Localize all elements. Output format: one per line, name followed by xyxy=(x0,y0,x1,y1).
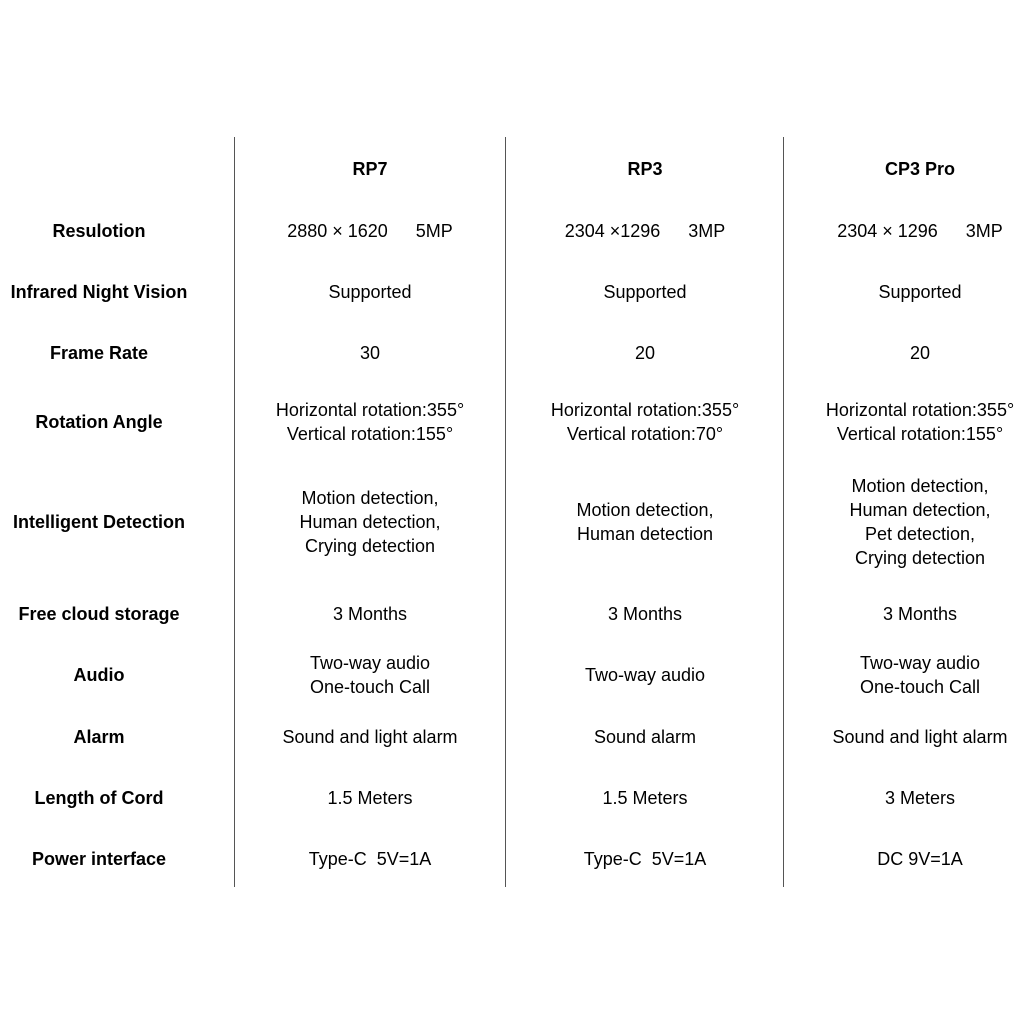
header-cp3-pro: CP3 Pro xyxy=(884,159,956,179)
rotation-vertical: Vertical rotation:70° xyxy=(566,424,724,444)
cord-rp7: 1.5 Meters xyxy=(327,788,413,808)
audio-item: One-touch Call xyxy=(309,677,431,697)
row-label-alarm: Alarm xyxy=(73,727,125,747)
audio-cp3 xyxy=(860,651,980,699)
night-vision-rp3: Supported xyxy=(603,282,687,302)
column-divider xyxy=(783,137,784,887)
detection-item: Crying detection xyxy=(304,536,436,556)
row-label-rotation: Rotation Angle xyxy=(35,412,163,432)
alarm-rp3: Sound alarm xyxy=(593,727,697,747)
resolution-rp7 xyxy=(287,219,453,243)
row-label-cord: Length of Cord xyxy=(34,788,164,808)
resolution-value: 2304 ×1296 xyxy=(564,221,661,241)
detection-item: Human detection, xyxy=(299,512,441,532)
row-label-night-vision: Infrared Night Vision xyxy=(10,282,188,302)
detection-item: Motion detection, xyxy=(301,488,439,508)
audio-item: One-touch Call xyxy=(859,677,981,697)
resolution-rp3 xyxy=(565,219,726,243)
detection-item: Human detection xyxy=(576,524,714,544)
detection-item: Motion detection, xyxy=(576,500,714,520)
frame-rate-cp3: 20 xyxy=(909,343,931,363)
power-rp3: Type-C 5V=1A xyxy=(583,849,707,869)
row-label-power: Power interface xyxy=(31,849,167,869)
rotation-cp3 xyxy=(826,398,1014,446)
detection-item: Human detection, xyxy=(849,500,991,520)
audio-item: Two-way audio xyxy=(584,665,706,685)
cloud-cp3: 3 Months xyxy=(882,604,958,624)
row-label-resolution: Resulotion xyxy=(52,221,146,241)
frame-rate-rp3: 20 xyxy=(634,343,656,363)
detection-item: Pet detection, xyxy=(864,524,976,544)
cord-cp3: 3 Meters xyxy=(884,788,956,808)
night-vision-rp7: Supported xyxy=(328,282,412,302)
detection-rp3 xyxy=(576,498,713,546)
detection-rp7 xyxy=(299,486,440,558)
megapixel-value: 3MP xyxy=(965,221,1003,241)
cord-rp3: 1.5 Meters xyxy=(602,788,688,808)
megapixel-value: 5MP xyxy=(415,221,453,241)
frame-rate-rp7: 30 xyxy=(359,343,381,363)
row-label-detection: Intelligent Detection xyxy=(12,512,186,532)
rotation-rp3 xyxy=(551,398,739,446)
cloud-rp7: 3 Months xyxy=(332,604,408,624)
header-rp3: RP3 xyxy=(627,159,663,179)
audio-item: Two-way audio xyxy=(309,653,431,673)
rotation-vertical: Vertical rotation:155° xyxy=(286,424,454,444)
megapixel-value: 3MP xyxy=(688,221,726,241)
rotation-horizontal: Horizontal rotation:355° xyxy=(550,400,740,420)
resolution-value: 2304 × 1296 xyxy=(837,221,938,241)
row-label-audio: Audio xyxy=(73,665,125,685)
audio-rp7 xyxy=(310,651,430,699)
detection-item: Crying detection xyxy=(854,548,986,568)
alarm-cp3: Sound and light alarm xyxy=(832,727,1008,747)
column-divider xyxy=(505,137,506,887)
audio-item: Two-way audio xyxy=(859,653,981,673)
column-divider xyxy=(234,137,235,887)
rotation-horizontal: Horizontal rotation:355° xyxy=(825,400,1015,420)
alarm-rp7: Sound and light alarm xyxy=(282,727,458,747)
rotation-rp7 xyxy=(276,398,464,446)
rotation-vertical: Vertical rotation:155° xyxy=(836,424,1004,444)
header-rp7: RP7 xyxy=(352,159,388,179)
power-cp3: DC 9V=1A xyxy=(877,849,963,869)
power-rp7: Type-C 5V=1A xyxy=(308,849,432,869)
detection-item: Motion detection, xyxy=(851,476,989,496)
row-label-frame-rate: Frame Rate xyxy=(49,343,149,363)
row-label-cloud: Free cloud storage xyxy=(18,604,180,624)
cloud-rp3: 3 Months xyxy=(607,604,683,624)
resolution-value: 2880 × 1620 xyxy=(287,221,388,241)
rotation-horizontal: Horizontal rotation:355° xyxy=(275,400,465,420)
night-vision-cp3: Supported xyxy=(878,282,962,302)
detection-cp3 xyxy=(849,474,990,570)
audio-rp3 xyxy=(585,663,705,687)
resolution-cp3 xyxy=(837,219,1003,243)
